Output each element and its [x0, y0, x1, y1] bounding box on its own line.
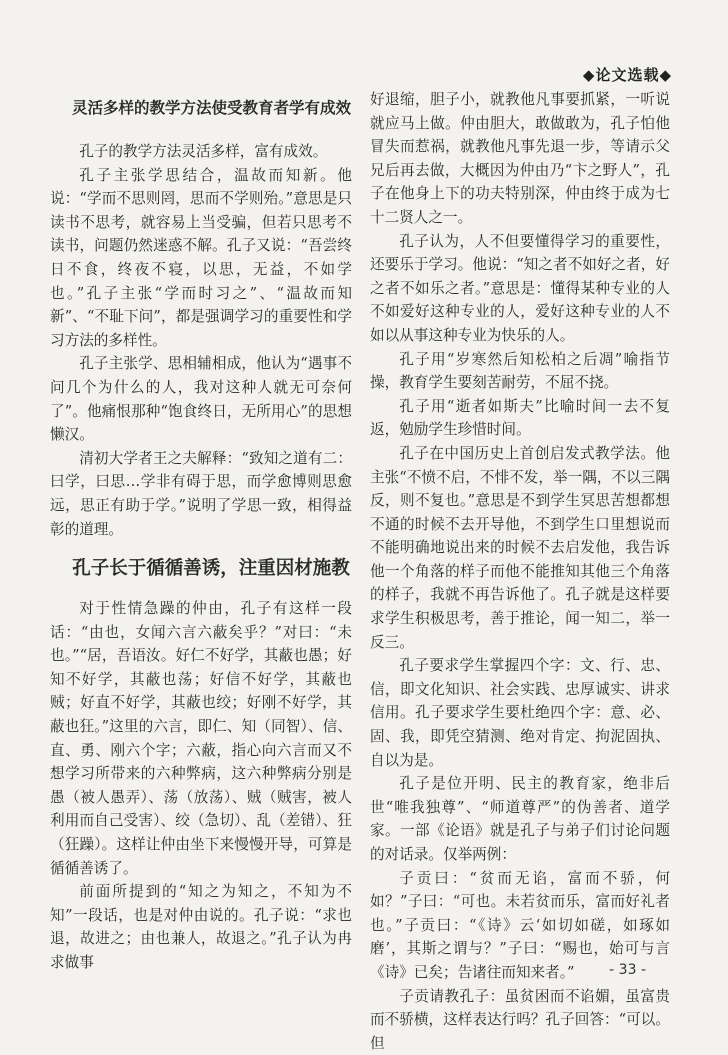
paragraph: 子贡曰：“贫而无谄，富而不骄，何如？”子曰：“可也。未若贫而乐，富而好礼者也。”子贡曰：“《诗》云‘如切如磋，如琢如磨’，其斯之谓与？”子曰：“赐也，始可与言《诗》已矣；告诸往而知来者。”: [370, 869, 670, 981]
section-heading: 灵活多样的教学方法使受教育者学有成效: [72, 99, 352, 117]
paragraph: 子贡请教孔子：虽贫困而不谄媚，虽富贵而不骄横，这样表达行吗？孔子回答：“可以。但: [370, 987, 670, 1052]
paragraph: 好退缩，胆子小，就教他凡事要抓紧，一听说就应马上做。仲由胆大，敢做敢为，孔子怕他冒失而惹祸，就教他凡事先退一步，等请示父兄后再去做，大概因为仲由乃“卞之野人”，孔子在他身上下的功夫特别深，仲由终于成为七十二贤人之一。: [370, 91, 670, 226]
paragraph: 孔子要求学生掌握四个字：文、行、忠、信，即文化知识、社会实践、忠厚诚实、讲求信用。孔子要求学生要杜绝四个字：意、必、固、我，即凭空猜测、绝对肯定、拘泥固执、自以为是。: [370, 657, 670, 769]
paragraph: 对于性情急躁的仲由，孔子有这样一段话：“由也，女闻六言六蔽矣乎？”对曰：“未也。”“居，吾语汝。好仁不好学，其蔽也愚；好知不好学，其蔽也荡；好信不好学，其蔽也贼；好直不好学，其蔽也绞；好刚不好学，其蔽也狂。”这里的六言，即仁、知（同智）、信、直、勇、刚六个字；六蔽，指心向六言而又不想学习所带来的六种弊病，这六种弊病分别是愚（被人愚弄）、荡（放荡）、贼（贼害，被人利用而自己受害）、绞（急切）、乱（差错）、狂（狂躁）。这样让仲由坐下来慢慢开导，可算是循循善诱了。: [50, 600, 352, 877]
paragraph: 孔子用“岁寒然后知松柏之后凋”喻指节操，教育学生要刻苦耐劳，不屈不挠。: [370, 350, 670, 392]
paragraph: 孔子的教学方法灵活多样，富有成效。: [79, 143, 328, 160]
paragraph: 孔子认为，人不但要懂得学习的重要性，还要乐于学习。他说：“知之者不如好之者，好之者不如乐之者。”意思是：懂得某种专业的人不如爱好这种专业的人，爱好这种专业的人不如以从事这种专业为快乐的人。: [370, 232, 670, 344]
section-tag: ◆论文选载◆: [582, 66, 672, 84]
paragraph: 孔子主张学、思相辅相成，他认为“遇事不问几个为什么的人，我对这种人就无可奈何了”。他痛恨那种“饱食终日，无所用心”的思想懒汉。: [50, 355, 352, 444]
section-heading: 孔子长于循循善诱，注重因材施教: [72, 558, 350, 580]
page-number: - 33 -: [609, 962, 646, 978]
left-column: [50, 92, 352, 975]
paragraph: 清初大学者王之夫解释：“致知之道有二：曰学，曰思…学非有碍于思，而学愈博则思愈远，思正有助于学。”说明了学思一致，相得益彰的道理。: [50, 449, 352, 538]
paragraph: 孔子在中国历史上首创启发式教学法。他主张“不愤不启，不悱不发，举一隅，不以三隅反，则不复也。”意思是不到学生冥思苦想都想不通的时候不去开导他，不到学生口里想说而不能明确地说出来的时候不去启发他，我告诉他一个角落的样子而他不能推知其他三个角落的样子，我就不再告诉他了。孔子就是这样要求学生积极思考，善于推论，闻一知二，举一反三。: [370, 444, 670, 651]
paragraph: 孔子主张学思结合，温故而知新。他说：“学而不思则罔，思而不学则殆。”意思是只读书不思考，就容易上当受骗，但若只思考不读书，问题仍然迷惑不解。孔子又说：“吾尝终日不食，终夜不寝，以思，无益，不如学也。”孔子主张“学而时习之”、“温故而知新”、“不耻下问”，都是强调学习的重要性和学习方法的多样性。: [50, 166, 352, 349]
paragraph: 孔子用“逝者如斯夫”比喻时间一去不复返，勉励学生珍惜时间。: [370, 397, 670, 439]
paragraph: 前面所提到的“知之为知之，不知为不知”一段话，也是对仲由说的。孔子说：“求也退，故进之；由也兼人，故退之。”孔子认为冉求做事: [50, 883, 352, 971]
paragraph: 孔子是位开明、民主的教育家，绝非后世“唯我独尊”、“师道尊严”的伪善者、道学家。一部《论语》就是孔子与弟子们讨论问题的对话录。仅举两例：: [370, 775, 670, 863]
right-column: [370, 88, 670, 1055]
